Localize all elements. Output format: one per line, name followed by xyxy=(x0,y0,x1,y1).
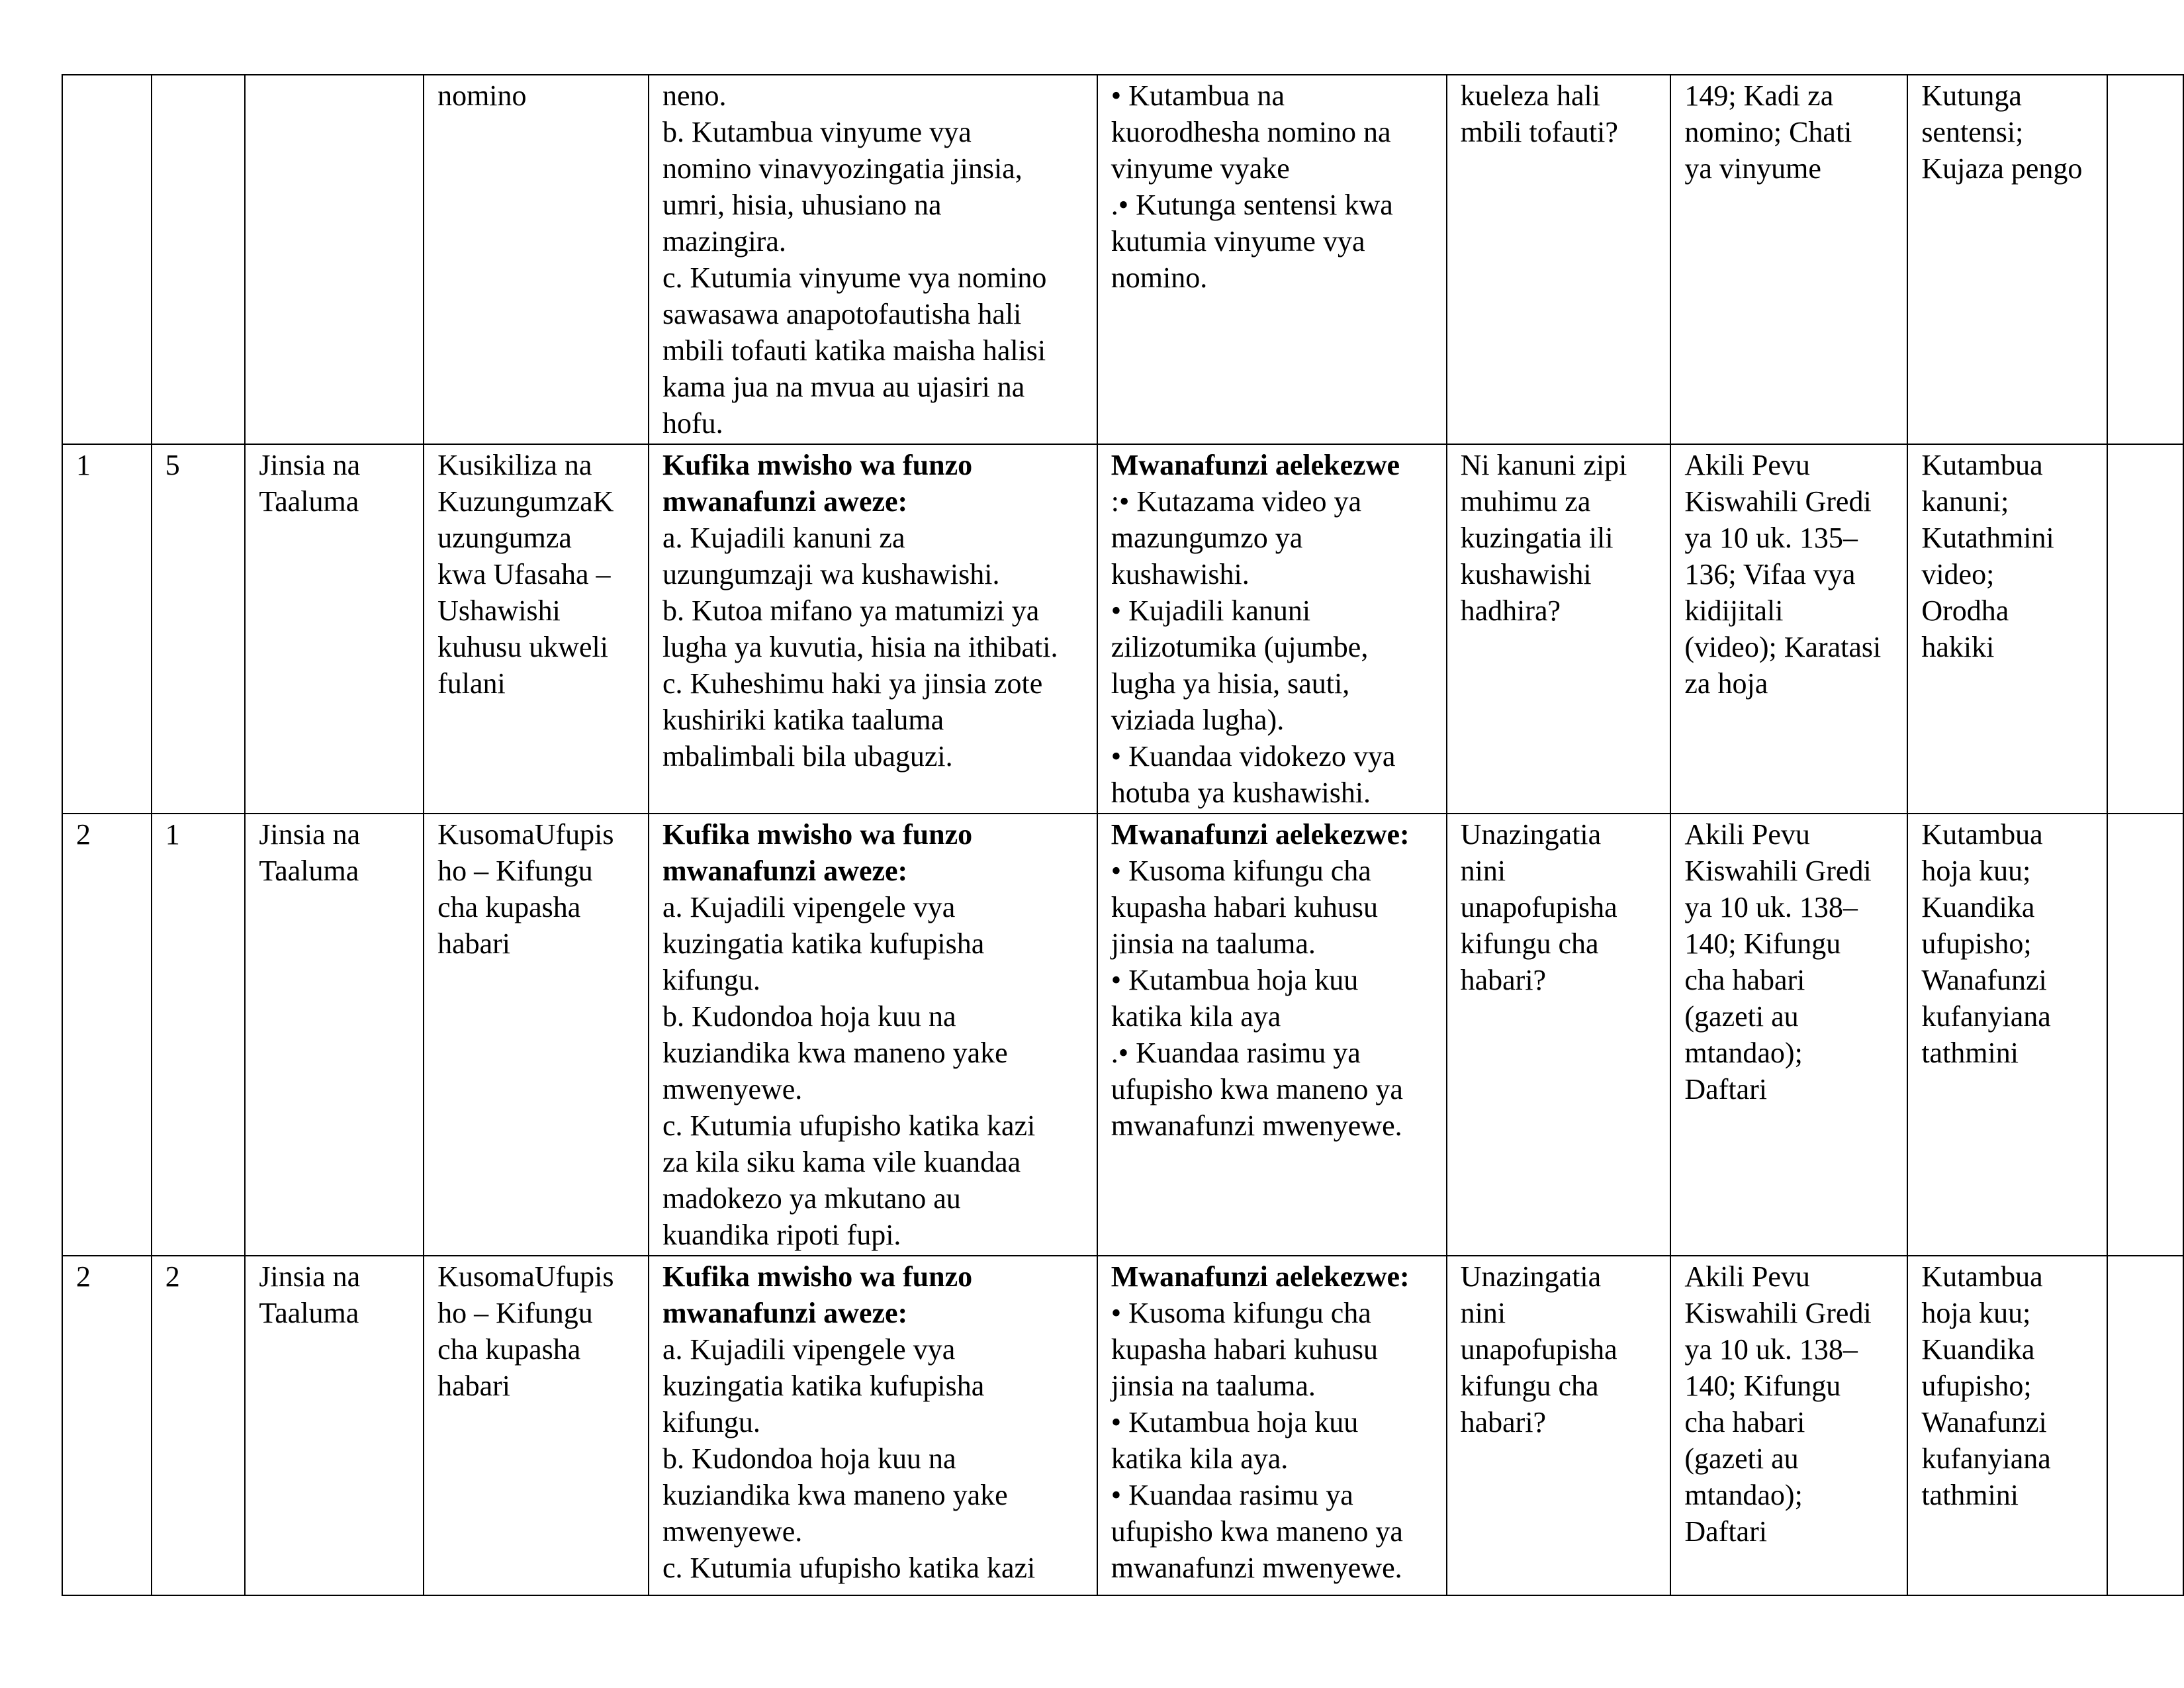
theme-cell xyxy=(245,444,424,814)
cell-text-line: • Kutambua hoja kuu xyxy=(1111,964,1359,996)
key-inquiry-cell xyxy=(1447,444,1671,814)
cell-text-line: c. Kutumia ufupisho katika kazi xyxy=(662,1109,1036,1142)
cell-text-line: katika kila aya xyxy=(1111,1000,1281,1033)
cell-text-line: ho – Kifungu xyxy=(437,1297,593,1329)
cell-text-line: jinsia na taaluma. xyxy=(1111,1370,1316,1402)
cell-text-line: Kutambua xyxy=(1921,818,2043,851)
cell-text-line: a. Kujadili vipengele vya xyxy=(662,1333,956,1366)
cell-text-line: Wanafunzi xyxy=(1921,964,2047,996)
cell-text-line: 149; Kadi za xyxy=(1684,79,1834,112)
cell-text-line: (gazeti au xyxy=(1684,1000,1799,1033)
subtopic-cell xyxy=(424,814,649,1256)
resources-cell xyxy=(1670,814,1907,1256)
cell-text-line: Akili Pevu xyxy=(1684,818,1810,851)
cell-text-line: KusomaUfupis xyxy=(437,818,614,851)
cell-text-line: mazingira. xyxy=(662,225,786,258)
learning-outcomes-cell xyxy=(649,75,1097,444)
cell-text-line: Daftari xyxy=(1684,1515,1767,1548)
cell-heading-line: Mwanafunzi aelekezwe: xyxy=(1111,818,1410,851)
cell-text-line: ho – Kifungu xyxy=(437,855,593,887)
cell-text-line: • Kujadili kanuni xyxy=(1111,594,1311,627)
theme-cell xyxy=(245,75,424,444)
cell-text-line: kufanyiana xyxy=(1921,1000,2051,1033)
cell-text-line: Kutathmini xyxy=(1921,522,2054,554)
cell-text-line: a. Kujadili kanuni za xyxy=(662,522,905,554)
assessment-cell xyxy=(1907,75,2107,444)
cell-text-line: ya vinyume xyxy=(1684,152,1821,185)
cell-text-line: Orodha xyxy=(1921,594,2009,627)
cell-text-line: za hoja xyxy=(1684,667,1768,700)
cell-heading-line: mwanafunzi aweze: xyxy=(662,1297,908,1329)
cell-text-line: ufupisho; xyxy=(1921,1370,2032,1402)
cell-text-line: nomino xyxy=(437,79,527,112)
lesson-cell: 1 xyxy=(152,814,246,1256)
cell-text-line: Kuandika xyxy=(1921,891,2035,923)
cell-text-line: Akili Pevu xyxy=(1684,449,1810,481)
cell-text-line: kupasha habari kuhusu xyxy=(1111,891,1379,923)
table-row xyxy=(62,814,2183,1256)
cell-text-line: Jinsia na xyxy=(259,818,361,851)
cell-text-line: Kiswahili Gredi xyxy=(1684,1297,1872,1329)
cell-text-line: mbili tofauti? xyxy=(1460,116,1618,148)
cell-text-line: Kujaza pengo xyxy=(1921,152,2083,185)
cell-text-line: • Kusoma kifungu cha xyxy=(1111,1297,1371,1329)
cell-text-line: mwenyewe. xyxy=(662,1073,803,1105)
cell-text-line: katika kila aya. xyxy=(1111,1442,1289,1475)
cell-text-line: Kiswahili Gredi xyxy=(1684,855,1872,887)
cell-text-line: kuzingatia katika kufupisha xyxy=(662,927,985,960)
subtopic-cell xyxy=(424,75,649,444)
cell-text-line: tathmini xyxy=(1921,1479,2019,1511)
learning-experiences-cell xyxy=(1097,444,1447,814)
cell-text-line: nomino vinavyozingatia jinsia, xyxy=(662,152,1023,185)
cell-text-line: kwa Ufasaha – xyxy=(437,558,611,590)
resources-cell xyxy=(1670,1256,1907,1595)
lesson-cell: 5 xyxy=(152,444,246,814)
key-inquiry-cell xyxy=(1447,814,1671,1256)
cell-text-line: kama jua na mvua au ujasiri na xyxy=(662,371,1025,403)
learning-outcomes-cell xyxy=(649,1256,1097,1595)
cell-text-line: habari? xyxy=(1460,1406,1547,1438)
resources-cell xyxy=(1670,444,1907,814)
cell-heading-line: mwanafunzi aweze: xyxy=(662,485,908,518)
cell-text-line: (video); Karatasi xyxy=(1684,631,1882,663)
cell-text-line: nomino. xyxy=(1111,261,1208,294)
remarks-cell xyxy=(2107,1256,2183,1595)
cell-text-line: sentensi; xyxy=(1921,116,2024,148)
table-row xyxy=(62,444,2183,814)
lesson-cell xyxy=(152,75,246,444)
cell-text-line: cha habari xyxy=(1684,1406,1805,1438)
cell-text-line: • Kutambua na xyxy=(1111,79,1285,112)
cell-heading-line: Kufika mwisho wa funzo xyxy=(662,818,973,851)
cell-text-line: hadhira? xyxy=(1460,594,1561,627)
cell-text-line: .• Kutunga sentensi kwa xyxy=(1111,189,1393,221)
cell-text-line: Jinsia na xyxy=(259,449,361,481)
subtopic-cell xyxy=(424,1256,649,1595)
cell-text-line: b. Kudondoa hoja kuu na xyxy=(662,1000,956,1033)
week-cell: 2 xyxy=(62,1256,152,1595)
cell-text-line: nini xyxy=(1460,855,1506,887)
cell-text-line: mtandao); xyxy=(1684,1479,1803,1511)
cell-heading-line: Kufika mwisho wa funzo xyxy=(662,1260,973,1293)
cell-text-line: a. Kujadili vipengele vya xyxy=(662,891,956,923)
week-cell xyxy=(62,75,152,444)
cell-text-line: 136; Vifaa vya xyxy=(1684,558,1856,590)
cell-text-line: viziada lugha). xyxy=(1111,704,1285,736)
cell-heading-line: Mwanafunzi aelekezwe xyxy=(1111,449,1400,481)
cell-text-line: kupasha habari kuhusu xyxy=(1111,1333,1379,1366)
cell-text-line: Kutambua xyxy=(1921,1260,2043,1293)
cell-text-line: cha kupasha xyxy=(437,891,581,923)
week-cell: 1 xyxy=(62,444,152,814)
theme-cell xyxy=(245,814,424,1256)
cell-text-line: cha habari xyxy=(1684,964,1805,996)
cell-text-line: 140; Kifungu xyxy=(1684,927,1841,960)
cell-text-line: Kutunga xyxy=(1921,79,2022,112)
cell-text-line: ufupisho; xyxy=(1921,927,2032,960)
cell-text-line: c. Kutumia ufupisho katika kazi xyxy=(662,1552,1036,1584)
cell-text-line: hakiki xyxy=(1921,631,1995,663)
cell-text-line: hotuba ya kushawishi. xyxy=(1111,776,1371,809)
cell-heading-line: Mwanafunzi aelekezwe: xyxy=(1111,1260,1410,1293)
cell-text-line: lugha ya kuvutia, hisia na ithibati. xyxy=(662,631,1058,663)
cell-text-line: uzungumzaji wa kushawishi. xyxy=(662,558,1000,590)
cell-text-line: kufanyiana xyxy=(1921,1442,2051,1475)
cell-text-line: kuandika ripoti fupi. xyxy=(662,1219,901,1251)
cell-text-line: KuzungumzaK xyxy=(437,485,614,518)
table-row xyxy=(62,75,2183,444)
cell-text-line: Jinsia na xyxy=(259,1260,361,1293)
cell-text-line: kushiriki katika taaluma xyxy=(662,704,944,736)
cell-text-line: unapofupisha xyxy=(1460,891,1617,923)
cell-text-line: b. Kutambua vinyume vya xyxy=(662,116,972,148)
assessment-cell xyxy=(1907,1256,2107,1595)
cell-text-line: • Kuandaa rasimu ya xyxy=(1111,1479,1353,1511)
cell-text-line: kuhusu ukweli xyxy=(437,631,608,663)
cell-text-line: nomino; Chati xyxy=(1684,116,1852,148)
cell-text-line: ya 10 uk. 138– xyxy=(1684,891,1858,923)
cell-text-line: kuziandika kwa maneno yake xyxy=(662,1037,1008,1069)
table-row xyxy=(62,1256,2183,1595)
cell-text-line: fulani xyxy=(437,667,506,700)
cell-text-line: mwenyewe. xyxy=(662,1515,803,1548)
cell-text-line: :• Kutazama video ya xyxy=(1111,485,1362,518)
cell-text-line: kuzingatia ili xyxy=(1460,522,1614,554)
cell-text-line: • Kusoma kifungu cha xyxy=(1111,855,1371,887)
cell-text-line: Kusikiliza na xyxy=(437,449,592,481)
cell-text-line: Daftari xyxy=(1684,1073,1767,1105)
cell-text-line: Taaluma xyxy=(259,855,359,887)
table-body xyxy=(62,75,2183,1595)
cell-text-line: Akili Pevu xyxy=(1684,1260,1810,1293)
learning-experiences-cell xyxy=(1097,814,1447,1256)
cell-text-line: mbili tofauti katika maisha halisi xyxy=(662,334,1046,367)
cell-text-line: kifungu cha xyxy=(1460,1370,1599,1402)
cell-text-line: b. Kudondoa hoja kuu na xyxy=(662,1442,956,1475)
learning-outcomes-cell xyxy=(649,814,1097,1256)
cell-text-line: kutumia vinyume vya xyxy=(1111,225,1365,258)
cell-heading-line: mwanafunzi aweze: xyxy=(662,855,908,887)
cell-text-line: Taaluma xyxy=(259,1297,359,1329)
cell-text-line: kushawishi. xyxy=(1111,558,1250,590)
cell-text-line: Ushawishi xyxy=(437,594,561,627)
learning-outcomes-cell xyxy=(649,444,1097,814)
cell-text-line: kidijitali xyxy=(1684,594,1784,627)
cell-text-line: • Kuandaa vidokezo vya xyxy=(1111,740,1396,773)
cell-text-line: Ni kanuni zipi xyxy=(1460,449,1627,481)
cell-text-line: kifungu cha xyxy=(1460,927,1599,960)
resources-cell xyxy=(1670,75,1907,444)
cell-text-line: muhimu za xyxy=(1460,485,1591,518)
cell-text-line: mbalimbali bila ubaguzi. xyxy=(662,740,953,773)
remarks-cell xyxy=(2107,444,2183,814)
cell-text-line: vinyume vyake xyxy=(1111,152,1290,185)
cell-text-line: b. Kutoa mifano ya matumizi ya xyxy=(662,594,1040,627)
cell-text-line: kushawishi xyxy=(1460,558,1592,590)
remarks-cell xyxy=(2107,814,2183,1256)
cell-text-line: kuzingatia katika kufupisha xyxy=(662,1370,985,1402)
cell-text-line: mtandao); xyxy=(1684,1037,1803,1069)
cell-text-line: Wanafunzi xyxy=(1921,1406,2047,1438)
remarks-cell xyxy=(2107,75,2183,444)
cell-text-line: c. Kuheshimu haki ya jinsia zote xyxy=(662,667,1043,700)
cell-text-line: jinsia na taaluma. xyxy=(1111,927,1316,960)
key-inquiry-cell xyxy=(1447,1256,1671,1595)
cell-text-line: tathmini xyxy=(1921,1037,2019,1069)
cell-text-line: habari xyxy=(437,1370,511,1402)
cell-text-line: KusomaUfupis xyxy=(437,1260,614,1293)
cell-text-line: lugha ya hisia, sauti, xyxy=(1111,667,1350,700)
cell-text-line: Kiswahili Gredi xyxy=(1684,485,1872,518)
cell-text-line: madokezo ya mkutano au xyxy=(662,1182,961,1215)
cell-text-line: uzungumza xyxy=(437,522,572,554)
cell-text-line: neno. xyxy=(662,79,727,112)
learning-experiences-cell xyxy=(1097,1256,1447,1595)
cell-text-line: hofu. xyxy=(662,407,723,440)
cell-text-line: ya 10 uk. 138– xyxy=(1684,1333,1858,1366)
key-inquiry-cell xyxy=(1447,75,1671,444)
cell-text-line: umri, hisia, uhusiano na xyxy=(662,189,942,221)
cell-text-line: Unazingatia xyxy=(1460,1260,1602,1293)
assessment-cell xyxy=(1907,444,2107,814)
lesson-cell: 2 xyxy=(152,1256,246,1595)
cell-text-line: Kutambua xyxy=(1921,449,2043,481)
cell-text-line: 140; Kifungu xyxy=(1684,1370,1841,1402)
cell-text-line: video; xyxy=(1921,558,1995,590)
cell-text-line: ya 10 uk. 135– xyxy=(1684,522,1858,554)
cell-text-line: kueleza hali xyxy=(1460,79,1600,112)
cell-text-line: mwanafunzi mwenyewe. xyxy=(1111,1109,1402,1142)
cell-text-line: zilizotumika (ujumbe, xyxy=(1111,631,1369,663)
cell-text-line: ufupisho kwa maneno ya xyxy=(1111,1073,1403,1105)
cell-text-line: kanuni; xyxy=(1921,485,2009,518)
cell-text-line: hoja kuu; xyxy=(1921,1297,2031,1329)
cell-text-line: kuziandika kwa maneno yake xyxy=(662,1479,1008,1511)
theme-cell xyxy=(245,1256,424,1595)
cell-text-line: sawasawa anapotofautisha hali xyxy=(662,298,1022,330)
cell-text-line: cha kupasha xyxy=(437,1333,581,1366)
week-cell: 2 xyxy=(62,814,152,1256)
cell-text-line: habari? xyxy=(1460,964,1547,996)
cell-heading-line: Kufika mwisho wa funzo xyxy=(662,449,973,481)
cell-text-line: Taaluma xyxy=(259,485,359,518)
cell-text-line: Unazingatia xyxy=(1460,818,1602,851)
cell-text-line: kifungu. xyxy=(662,1406,760,1438)
cell-text-line: kifungu. xyxy=(662,964,760,996)
cell-text-line: Kuandika xyxy=(1921,1333,2035,1366)
subtopic-cell xyxy=(424,444,649,814)
cell-text-line: unapofupisha xyxy=(1460,1333,1617,1366)
learning-experiences-cell xyxy=(1097,75,1447,444)
cell-text-line: hoja kuu; xyxy=(1921,855,2031,887)
cell-text-line: • Kutambua hoja kuu xyxy=(1111,1406,1359,1438)
cell-text-line: c. Kutumia vinyume vya nomino xyxy=(662,261,1047,294)
cell-text-line: (gazeti au xyxy=(1684,1442,1799,1475)
scheme-of-work-table xyxy=(62,74,2184,1596)
cell-text-line: nini xyxy=(1460,1297,1506,1329)
cell-text-line: mazungumzo ya xyxy=(1111,522,1303,554)
cell-text-line: za kila siku kama vile kuandaa xyxy=(662,1146,1021,1178)
cell-text-line: mwanafunzi mwenyewe. xyxy=(1111,1552,1402,1584)
cell-text-line: ufupisho kwa maneno ya xyxy=(1111,1515,1403,1548)
cell-text-line: .• Kuandaa rasimu ya xyxy=(1111,1037,1361,1069)
cell-text-line: habari xyxy=(437,927,511,960)
cell-text-line: kuorodhesha nomino na xyxy=(1111,116,1391,148)
assessment-cell xyxy=(1907,814,2107,1256)
